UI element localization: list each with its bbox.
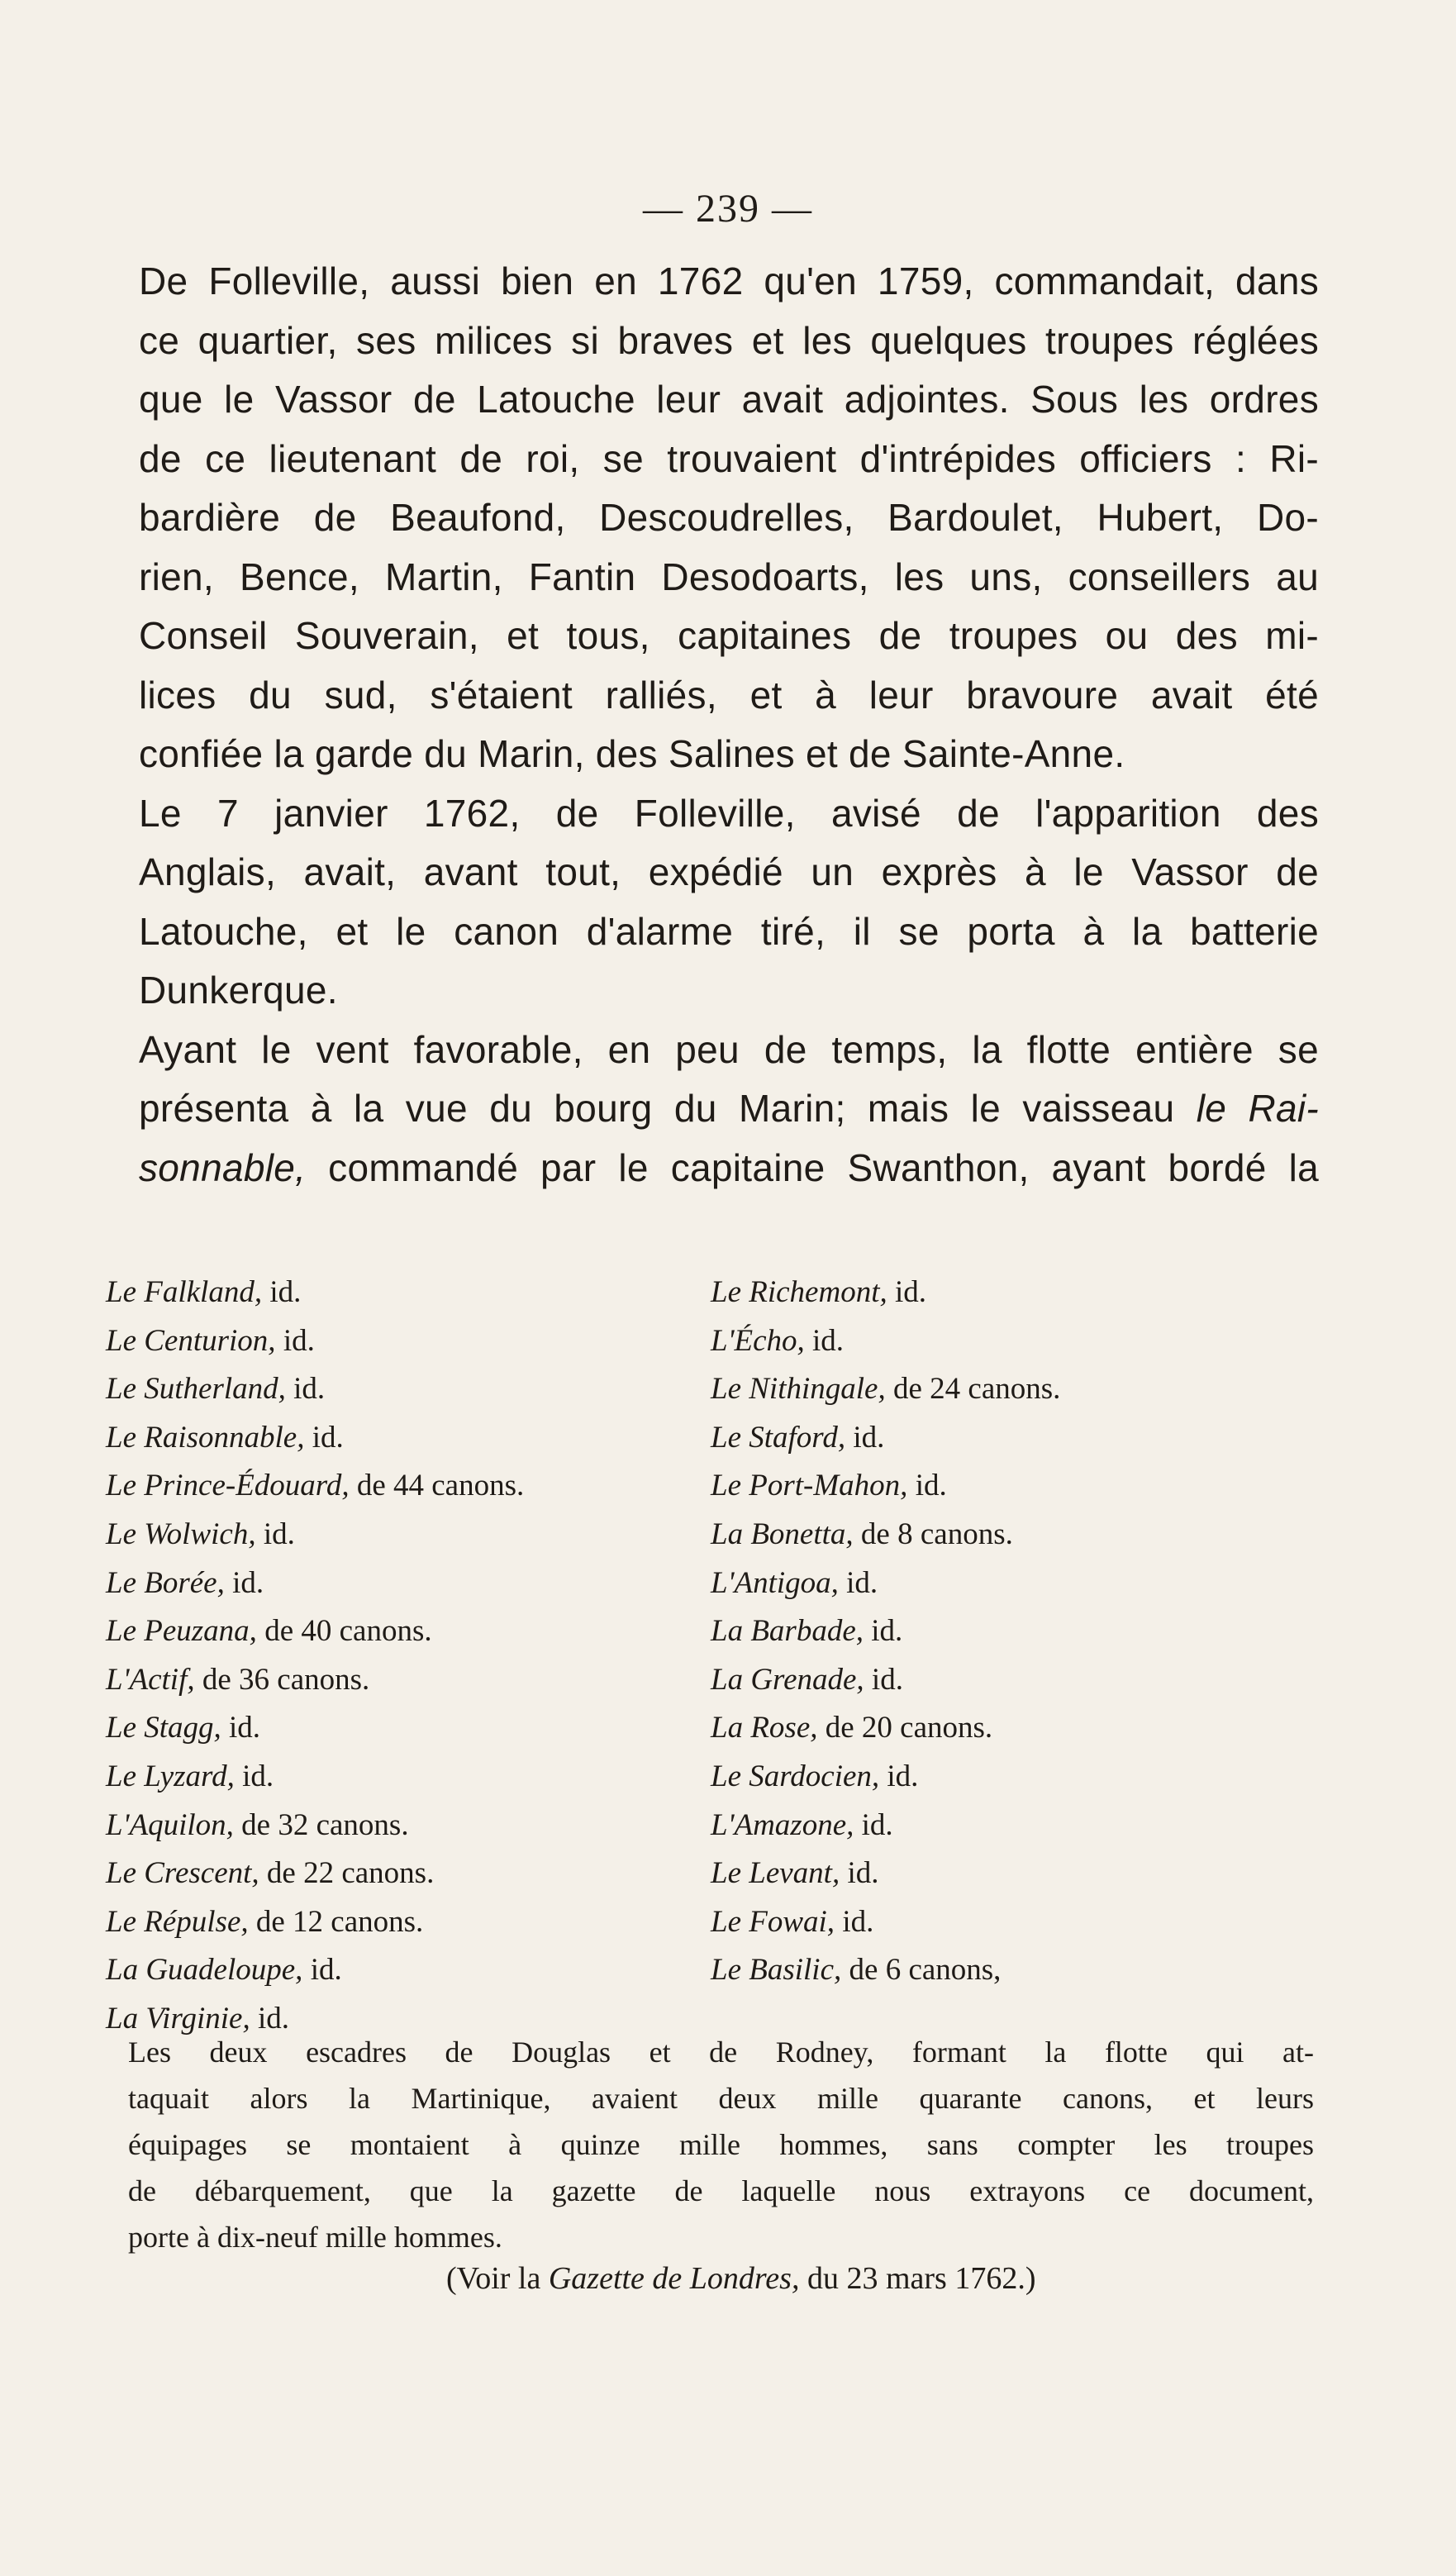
ship-name: La Barbade,: [711, 1614, 864, 1649]
text-segment: présenta à la vue du bourg du Marin; mais le vaisseau: [139, 1087, 1197, 1130]
ship-entry: [711, 1462, 1060, 1511]
ship-detail: de 22 canons.: [266, 1856, 435, 1891]
ship-detail: id.: [847, 1856, 879, 1891]
ship-entry: [106, 1753, 524, 1802]
text-line: Dunkerque.: [139, 969, 338, 1012]
ship-detail: id.: [871, 1662, 903, 1697]
footnote-line: Les deux escadres de Douglas et de Rodney, formant la flotte qui at-: [128, 2036, 1314, 2069]
text-line: rien, Bence, Martin, Fantin Desodoarts, les uns, conseillers au: [139, 555, 1319, 598]
ship-entry: [711, 1753, 1060, 1802]
ship-entry: [711, 1802, 1060, 1850]
ship-detail: id.: [283, 1323, 315, 1358]
ship-entry: [106, 1704, 524, 1753]
text-line: Le 7 janvier 1762, de Folleville, avisé de l'apparition des: [139, 791, 1319, 835]
ship-detail: de 12 canons.: [255, 1904, 424, 1939]
ship-name: Le Répulse,: [106, 1904, 249, 1939]
ship-name: L'Actif,: [106, 1662, 195, 1697]
ship-name: Le Richemont,: [711, 1275, 887, 1309]
ship-entry: [711, 1704, 1060, 1753]
ship-name: L'Écho,: [711, 1323, 805, 1358]
ship-detail: de 20 canons.: [825, 1711, 993, 1745]
ship-name: Le Sutherland,: [106, 1372, 286, 1407]
ship-detail: id.: [257, 2001, 290, 2036]
text-line: Ayant le vent favorable, en peu de temps, la flotte entière se: [139, 1027, 1319, 1071]
footnote-line: équipages se montaient à quinze mille hommes, sans compter les troupes: [128, 2128, 1314, 2161]
ship-detail: de 32 canons.: [241, 1807, 409, 1842]
ship-name: Le Staford,: [711, 1420, 846, 1455]
ship-entry: [711, 1365, 1060, 1414]
ship-detail: id.: [915, 1469, 947, 1503]
ship-entry: [711, 1317, 1060, 1366]
ship-detail: id.: [242, 1759, 274, 1793]
ship-name: Le Port-Mahon,: [711, 1469, 908, 1503]
ship-name: L'Antigoa,: [711, 1565, 839, 1600]
ship-entry: [106, 1462, 524, 1511]
ship-detail: id.: [894, 1275, 927, 1309]
ship-entry: [711, 1656, 1060, 1705]
page-number: — 239 —: [643, 187, 813, 231]
citation-suffix: du 23 mars 1762.): [799, 2261, 1036, 2296]
ship-name: Le Lyzard,: [106, 1759, 235, 1793]
ship-entry: [711, 1850, 1060, 1898]
ship-entry: [106, 1850, 524, 1898]
ship-name: La Grenade,: [711, 1662, 864, 1697]
ship-list-left-column: [106, 1269, 524, 2044]
ship-name: Le Levant,: [711, 1856, 840, 1891]
footnote: [128, 2029, 1314, 2260]
ship-detail: id.: [229, 1711, 261, 1745]
ship-detail: id.: [871, 1614, 903, 1649]
ship-entry: [106, 1269, 524, 1317]
ship-detail: id.: [232, 1565, 264, 1600]
ship-name: L'Amazone,: [711, 1807, 854, 1842]
text-line: De Folleville, aussi bien en 1762 qu'en 1759, commandait, dans: [139, 260, 1319, 302]
ship-name: Le Basilic,: [711, 1953, 842, 1988]
ship-name: Le Raisonnable,: [106, 1420, 305, 1455]
ship-detail: id.: [842, 1904, 874, 1939]
text-line: lices du sud, s'étaient ralliés, et à leur bravoure avait été: [139, 673, 1319, 717]
ship-detail: id.: [812, 1323, 845, 1358]
ship-entry: [106, 1317, 524, 1366]
ship-name: Le Fowai,: [711, 1904, 835, 1939]
ship-entry: [106, 1946, 524, 1995]
ship-entry: [106, 1656, 524, 1705]
ship-name: La Rose,: [711, 1711, 818, 1745]
ship-entry: [106, 1414, 524, 1463]
text-line: [139, 1139, 1319, 1198]
ship-entry: [711, 1414, 1060, 1463]
ship-name: Le Wolwich,: [106, 1517, 256, 1551]
ship-entry: [106, 1898, 524, 1947]
ship-detail: de 36 canons.: [202, 1662, 370, 1697]
ship-name: L'Aquilon,: [106, 1807, 234, 1842]
ship-name: La Virginie,: [106, 2001, 250, 2036]
text-line: Anglais, avait, avant tout, expédié un exprès à le Vassor de: [139, 850, 1319, 893]
ship-entry: [106, 1802, 524, 1850]
ship-detail: de 40 canons.: [264, 1614, 432, 1649]
ship-name: La Guadeloupe,: [106, 1953, 303, 1988]
ship-entry: [711, 1559, 1060, 1608]
footnote-line: taquait alors la Martinique, avaient deux mille quarante canons, et leurs: [128, 2082, 1314, 2115]
ship-name: Le Borée,: [106, 1565, 225, 1600]
ship-name: Le Crescent,: [106, 1856, 259, 1891]
ship-list: [0, 1269, 1456, 2036]
main-text: [139, 252, 1319, 1198]
ship-name: La Bonetta,: [711, 1517, 854, 1551]
ship-detail: id.: [293, 1372, 326, 1407]
ship-detail: id.: [846, 1565, 878, 1600]
text-line: ce quartier, ses milices si braves et les quelques troupes réglées: [139, 318, 1319, 362]
ship-entry: [711, 1898, 1060, 1947]
ship-detail: id.: [263, 1517, 295, 1551]
text-line: Conseil Souverain, et tous, capitaines de troupes ou des mi-: [139, 614, 1319, 657]
ship-entry: [106, 1365, 524, 1414]
ship-entry: [711, 1269, 1060, 1317]
ship-entry: [711, 1607, 1060, 1656]
ship-name: Le Stagg,: [106, 1711, 221, 1745]
ship-name: Le Centurion,: [106, 1323, 276, 1358]
ship-name: Le Sardocien,: [711, 1759, 880, 1793]
ship-entry: [711, 1511, 1060, 1559]
ship-name-italic: sonnable,: [139, 1145, 307, 1189]
text-line: que le Vassor de Latouche leur avait adjointes. Sous les ordres: [139, 378, 1319, 421]
ship-detail: de 24 canons.: [892, 1372, 1061, 1407]
ship-detail: id.: [853, 1420, 885, 1455]
ship-name: Le Nithingale,: [711, 1372, 886, 1407]
text-line: Latouche, et le canon d'alarme tiré, il se porta à la batterie: [139, 909, 1319, 953]
ship-detail: id.: [269, 1275, 302, 1309]
ship-entry: [106, 1607, 524, 1656]
footnote-line: de débarquement, que la gazette de laquelle nous extrayons ce document,: [128, 2174, 1314, 2207]
ship-detail: id.: [312, 1420, 344, 1455]
ship-detail: id.: [861, 1807, 893, 1842]
citation-title: Gazette de Londres,: [548, 2261, 800, 2296]
ship-detail: id.: [310, 1953, 342, 1988]
text-line: de ce lieutenant de roi, se trouvaient d'intrépides officiers : Ri-: [139, 436, 1319, 480]
ship-detail: de 8 canons.: [860, 1517, 1013, 1551]
ship-detail: de 44 canons.: [356, 1469, 525, 1503]
text-segment: commandé par le capitaine Swanthon, ayant bordé la: [306, 1145, 1319, 1189]
ship-name: Le Prince-Édouard,: [106, 1469, 350, 1503]
source-citation: [446, 2260, 1036, 2297]
ship-detail: de 6 canons,: [849, 1953, 1002, 1988]
ship-entry: [106, 1559, 524, 1608]
text-line: bardière de Beaufond, Descoudrelles, Bardoulet, Hubert, Do-: [139, 496, 1319, 539]
footnote-line: porte à dix-neuf mille hommes.: [128, 2221, 502, 2254]
ship-name-italic: le Rai-: [1196, 1087, 1320, 1130]
ship-list-right-column: [711, 1269, 1060, 1995]
ship-detail: id.: [887, 1759, 919, 1793]
text-line: confiée la garde du Marin, des Salines et de Sainte-Anne.: [139, 732, 1125, 775]
citation-prefix: (Voir la: [446, 2261, 549, 2296]
ship-name: Le Peuzana,: [106, 1614, 257, 1649]
ship-name: Le Falkland,: [106, 1275, 263, 1309]
text-line: [139, 1079, 1319, 1139]
ship-entry: [711, 1946, 1060, 1995]
ship-entry: [106, 1511, 524, 1559]
